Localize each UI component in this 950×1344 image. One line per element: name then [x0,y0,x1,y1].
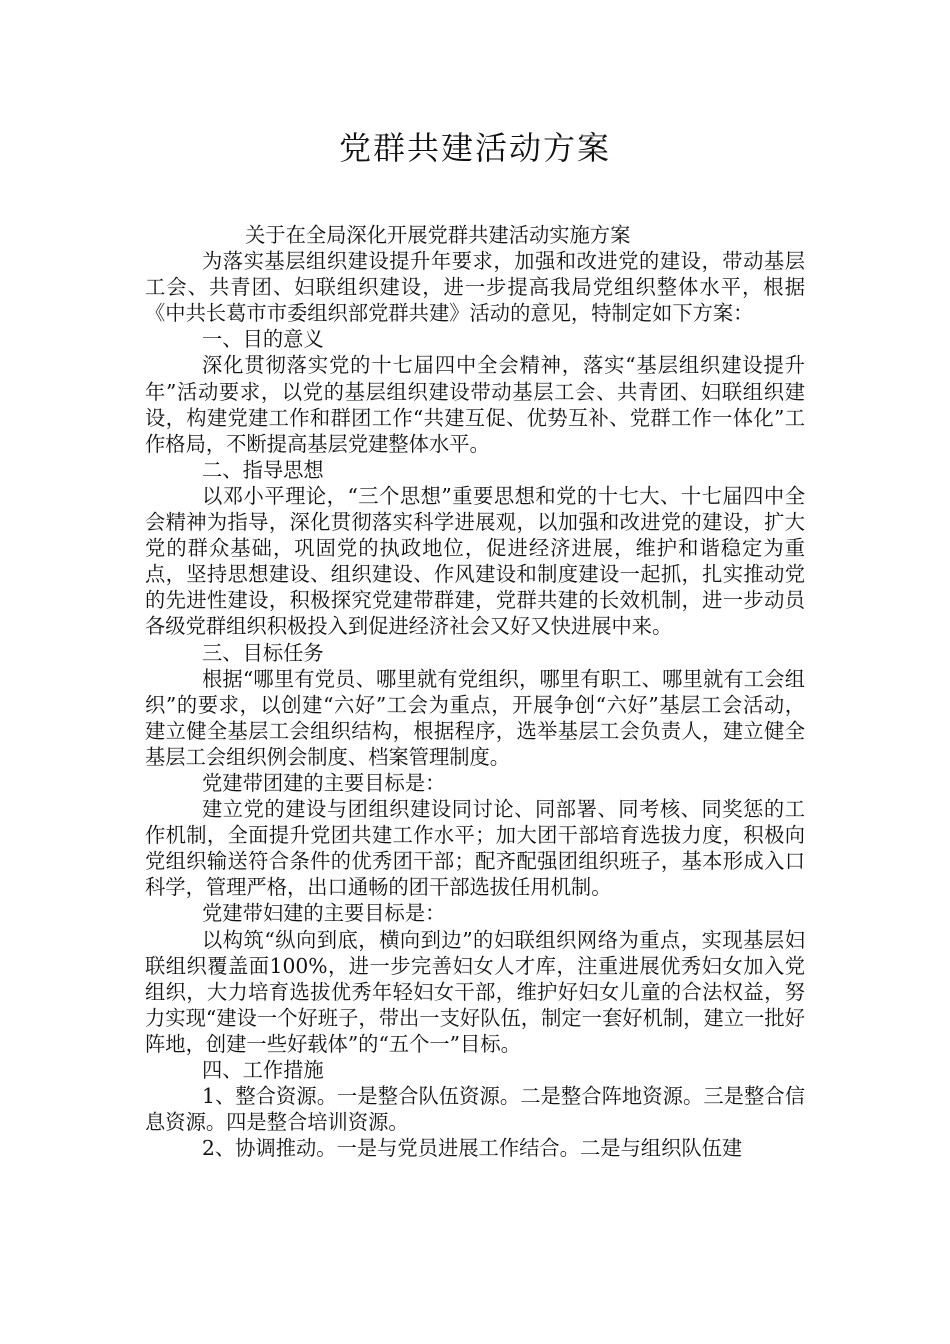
section-heading-purpose: 一、目的意义 [202,327,324,352]
paragraph-youth-league: 建立党的建设与团组织建设同讨论、同部署、同考核、同奖惩的工作机制，全面提升党团共建工作水平；加大团干部培育选拔力度，积极向党组织输送符合条件的优秀团干部；配齐配强团组织班子，基本形成入口科学，管理严格，出口通畅的团干部选拔任用机制。 [145,797,805,900]
paragraph-purpose: 深化贯彻落实党的十七届四中全会精神，落实“基层组织建设提升年”活动要求，以党的基层组织建设带动基层工会、共青团、妇联组织建设，构建党建工作和群团工作“共建互促、优势互补、党群工作一体化”工作格局，不断提高基层党建整体水平。 [145,353,805,456]
paragraph-womens-federation: 以构筑“纵向到底，横向到边”的妇联组织网络为重点，实现基层妇联组织覆盖面100%，进一步完善妇女人才库，注重进展优秀妇女加入党组织，大力培育选拔优秀年轻妇女干部，维护好妇女儿童的合法权益，努力实现“建设一个好班子，带出一支好队伍，制定一套好机制，建立一批好阵地，创建一些好载体”的“五个一”目标。 [145,927,805,1056]
document-body [145,222,805,1161]
paragraph-measure-1: 1、整合资源。一是整合队伍资源。二是整合阵地资源。三是整合信息资源。四是整合培训资源。 [145,1084,805,1135]
paragraph-guiding-thought: 以邓小平理论，“三个思想”重要思想和党的十七大、十七届四中全会精神为指导，深化贯彻落实科学进展观，以加强和改进党的建设，扩大党的群众基础，巩固党的执政地位，促进经济进展，维护和谐稳定为重点，坚持思想建设、组织建设、作风建设和制度建设一起抓，扎实推动党的先进性建设，积极探究党建带群建，党群共建的长效机制，进一步动员各级党群组织积极投入到促进经济社会又好又快进展中来。 [145,483,805,639]
subheading-womens-federation: 党建带妇建的主要目标是： [202,901,446,926]
document-subtitle: 关于在全局深化开展党群共建活动实施方案 [245,223,631,247]
section-heading-measures: 四、工作措施 [202,1058,324,1082]
paragraph-goals: 根据“哪里有党员、哪里就有党组织，哪里有职工、哪里就有工会组织”的要求，以创建“六好”工会为重点，开展争创“六好”基层工会活动，建立健全基层工会组织结构，根据程序，选举基层工会负责人，建立健全基层工会组织例会制度、档案管理制度。 [145,666,805,769]
paragraph-measure-2: 2、协调推动。一是与党员进展工作结合。二是与组织队伍建 [202,1136,743,1161]
subheading-youth-league: 党建带团建的主要目标是： [202,770,446,795]
section-heading-guiding-thought: 二、指导思想 [202,457,324,482]
document-title: 党群共建活动方案 [338,129,611,167]
paragraph-intro: 为落实基层组织建设提升年要求，加强和改进党的建设，带动基层工会、共青团、妇联组织建设，进一步提高我局党组织整体水平，根据《中共长葛市市委组织部党群共建》活动的意见，特制定如下方案： [145,249,805,326]
section-heading-goals: 三、目标任务 [202,640,324,665]
